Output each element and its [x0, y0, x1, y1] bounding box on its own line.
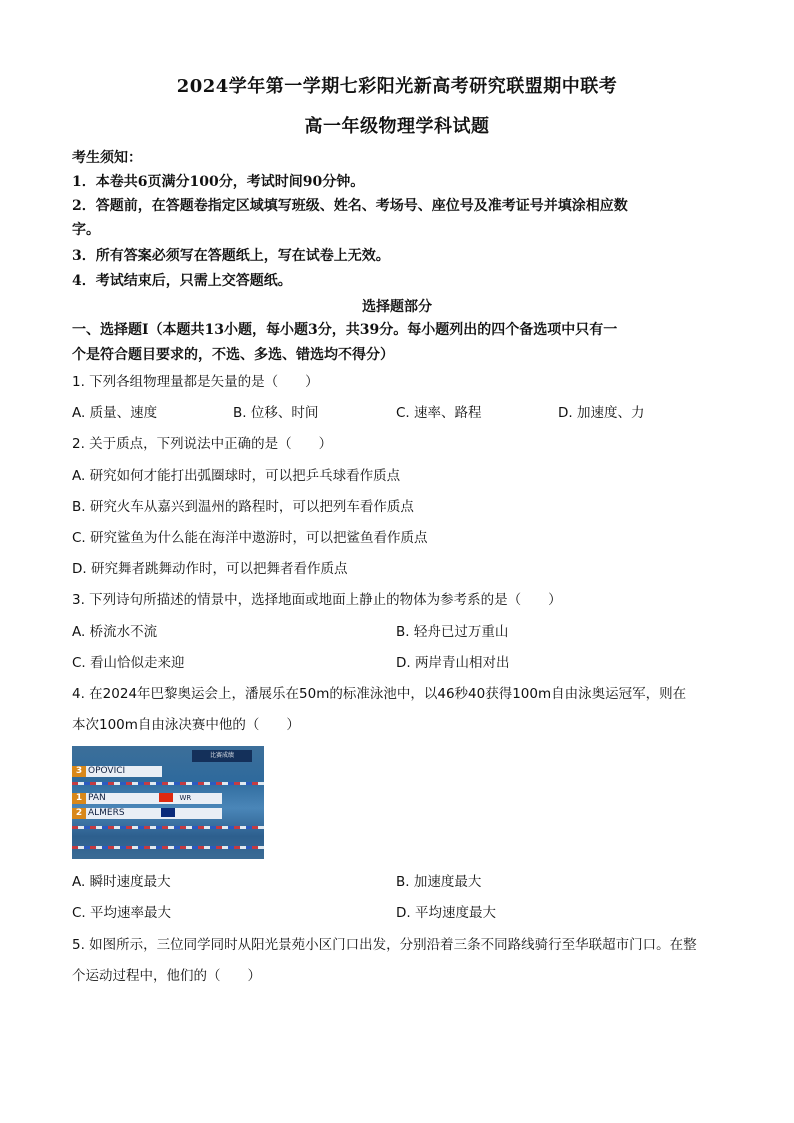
notice-item-3: 3．所有答案必须写在答题纸上，写在试卷上无效。 — [72, 248, 390, 264]
question-1-stem: 1. 下列各组物理量都是矢量的是（ ） — [72, 374, 319, 390]
lane-name: PAN — [88, 793, 106, 803]
question-3-option-b: B. 轻舟已过万重山 — [396, 624, 509, 640]
swimming-result-photo — [72, 746, 264, 859]
lane-rope — [72, 826, 264, 829]
australia-flag-icon — [161, 808, 175, 817]
exam-title: 2024学年第一学期七彩阳光新高考研究联盟期中联考 — [176, 76, 618, 97]
lane-row-2 — [72, 808, 222, 819]
world-record-badge: WR — [179, 794, 192, 802]
lane-rope — [72, 782, 264, 785]
question-2-option-b: B. 研究火车从嘉兴到温州的路程时，可以把列车看作质点 — [72, 499, 414, 515]
lane-rope — [72, 846, 264, 849]
lane-name: ALMERS — [88, 808, 125, 818]
question-4-option-a: A. 瞬时速度最大 — [72, 874, 171, 890]
section-title: 选择题部分 — [362, 299, 432, 315]
section-instruction-2: 个是符合题目要求的，不选、多选、错选均不得分） — [72, 347, 394, 363]
question-5-stem-2: 个运动过程中，他们的（ ） — [72, 968, 261, 984]
question-2-stem: 2. 关于质点，下列说法中正确的是（ ） — [72, 436, 333, 452]
question-4-option-b: B. 加速度最大 — [396, 874, 482, 890]
question-3-option-a: A. 桥流水不流 — [72, 624, 158, 640]
notice-item-1: 1．本卷共6页满分100分，考试时间90分钟。 — [72, 174, 365, 190]
notice-item-4: 4．考试结束后，只需上交答题纸。 — [72, 273, 292, 289]
lane-rank: 3 — [72, 766, 86, 777]
exam-subtitle: 高一年级物理学科试题 — [304, 116, 490, 137]
question-1-option-d: D. 加速度、力 — [558, 405, 645, 421]
lane-row-3 — [72, 766, 162, 777]
question-4-stem-1: 4. 在2024年巴黎奥运会上，潘展乐在50m的标准泳池中，以46秒40获得100m自由泳奥运冠军，则在 — [72, 686, 687, 702]
question-4-option-d: D. 平均速度最大 — [396, 905, 496, 921]
question-1-option-a: A. 质量、速度 — [72, 405, 158, 421]
notice-item-2: 2．答题前，在答题卷指定区域填写班级、姓名、考场号、座位号及准考证号并填涂相应数 — [72, 198, 628, 214]
lane-rank: 2 — [72, 808, 86, 819]
section-instruction-1: 一、选择题Ⅰ（本题共13小题，每小题3分，共39分。每小题列出的四个备选项中只有一 — [72, 322, 618, 338]
question-2-option-c: C. 研究鲨鱼为什么能在海洋中遨游时，可以把鲨鱼看作质点 — [72, 530, 428, 546]
china-flag-icon — [159, 793, 173, 802]
question-1-option-b: B. 位移、时间 — [233, 405, 319, 421]
question-2-option-a: A. 研究如何才能打出弧圈球时，可以把乒乓球看作质点 — [72, 468, 401, 484]
lane-rank: 1 — [72, 793, 86, 804]
question-2-option-d: D. 研究舞者跳舞动作时，可以把舞者看作质点 — [72, 561, 348, 577]
question-4-option-c: C. 平均速率最大 — [72, 905, 172, 921]
lane-row-1 — [72, 793, 222, 804]
notice-heading: 考生须知： — [72, 150, 142, 166]
scoreboard-header: 比赛成绩 — [192, 750, 252, 762]
question-3-option-d: D. 两岸青山相对出 — [396, 655, 510, 671]
notice-item-2-cont: 字。 — [72, 222, 100, 238]
lane-name: OPOVICI — [88, 766, 126, 776]
question-4-stem-2: 本次100m自由泳决赛中他的（ ） — [72, 717, 300, 733]
question-1-option-c: C. 速率、路程 — [396, 405, 482, 421]
question-5-stem-1: 5. 如图所示，三位同学同时从阳光景苑小区门口出发，分别沿着三条不同路线骑行至华联超市门口。在整 — [72, 937, 697, 953]
question-3-stem: 3. 下列诗句所描述的情景中，选择地面或地面上静止的物体为参考系的是（ ） — [72, 592, 562, 608]
question-3-option-c: C. 看山恰似走来迎 — [72, 655, 185, 671]
